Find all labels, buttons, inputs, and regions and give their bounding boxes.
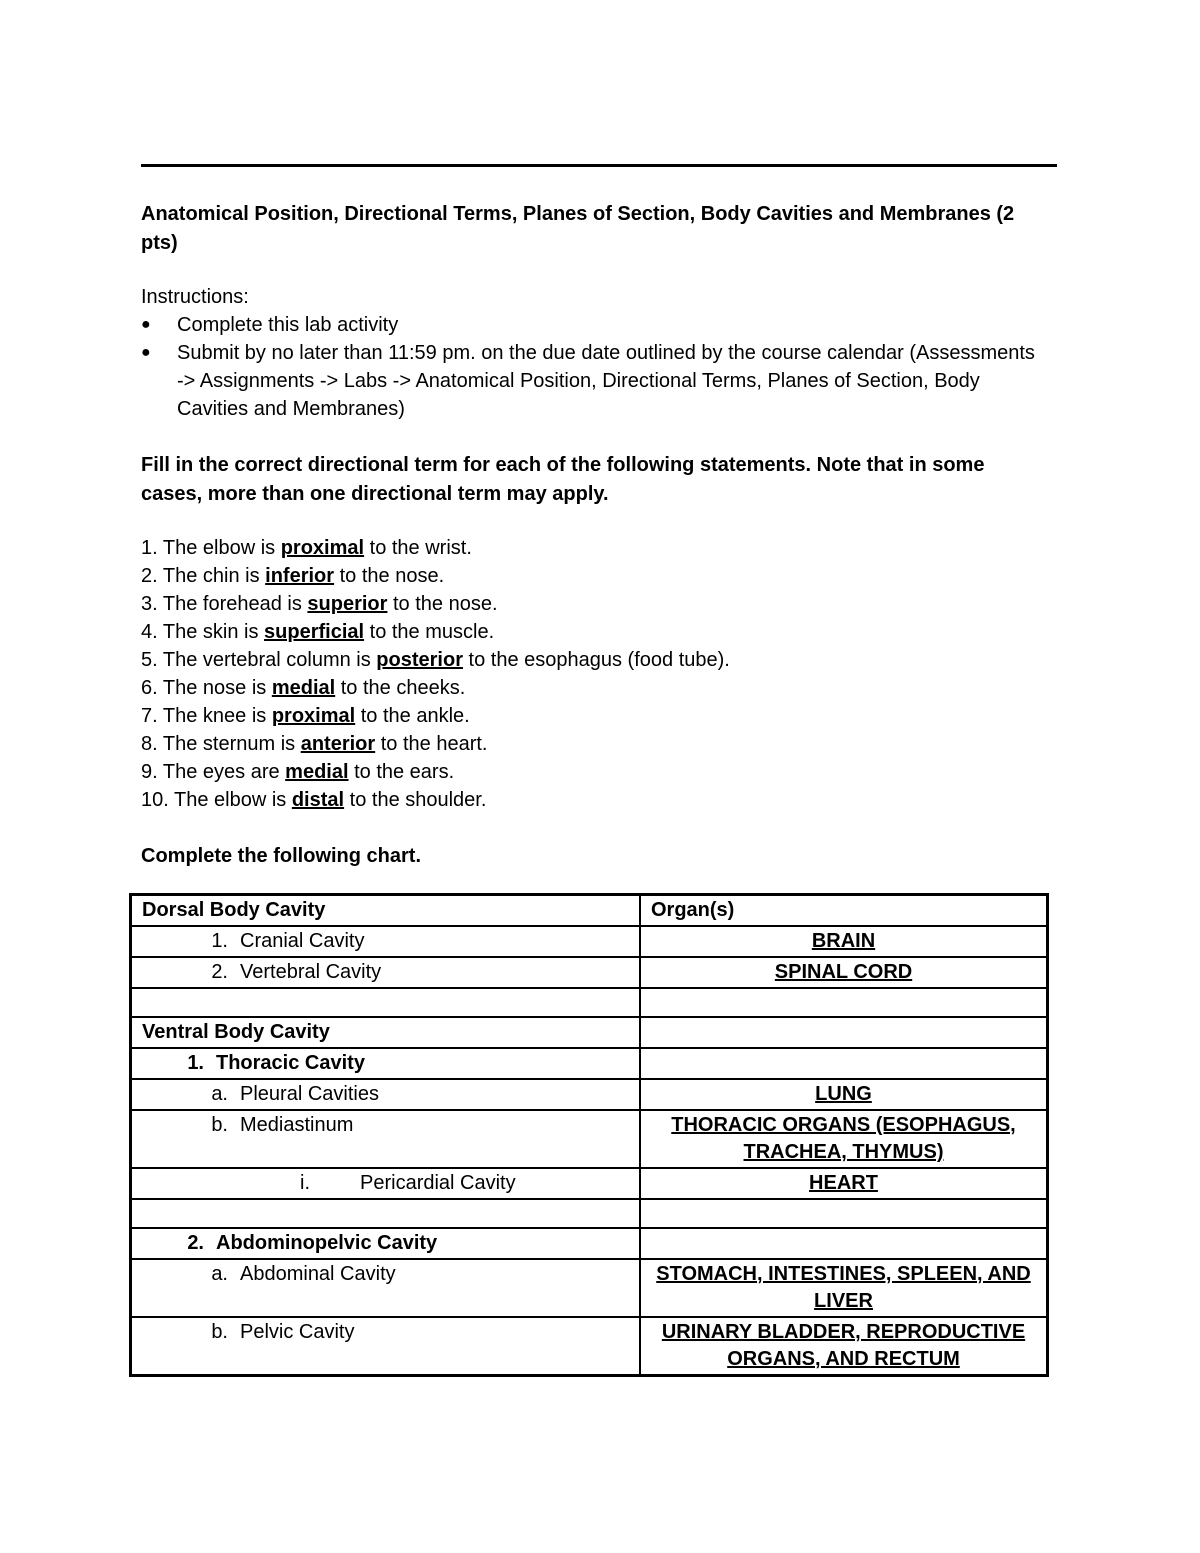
bullet-icon: ●: [141, 344, 151, 361]
cavity-cell: [131, 988, 641, 1017]
cavity-cell: [131, 1199, 641, 1228]
instruction-item: ● Submit by no later than 11:59 pm. on the due date outlined by the course calendar (Assessments -> Assignments -> Labs -> Anatomical Position, Directional Terms, Planes of Section, Body Cavities and Membranes): [141, 339, 1041, 423]
answer: medial: [285, 761, 349, 783]
organs-cell: [640, 988, 1048, 1017]
answer: posterior: [376, 649, 463, 671]
table-row: [131, 1168, 1048, 1199]
table-row: [131, 1228, 1048, 1259]
organs-cell: [640, 1228, 1048, 1259]
chart-label: Complete the following chart.: [141, 845, 422, 867]
statement-item: 2. The chin is inferior to the nose.: [141, 565, 445, 587]
organs-cell: URINARY BLADDER, REPRODUCTIVE ORGANS, AND RECTUM: [640, 1317, 1048, 1376]
cavity-cell: a. Pleural Cavities: [131, 1079, 641, 1110]
cavity-cell: 1. Cranial Cavity: [131, 926, 641, 957]
organs-cell: STOMACH, INTESTINES, SPLEEN, AND LIVER: [640, 1259, 1048, 1317]
cavity-cell: Ventral Body Cavity: [131, 1017, 641, 1048]
statement-item: 6. The nose is medial to the cheeks.: [141, 677, 466, 699]
answer: proximal: [271, 705, 356, 727]
table-row: [131, 1017, 1048, 1048]
instructions-label: Instructions:: [141, 286, 249, 308]
statement-item: 4. The skin is superficial to the muscle.: [141, 621, 495, 643]
cavity-cell: 1. Thoracic Cavity: [131, 1048, 641, 1079]
header-dorsal-body-cavity: Dorsal Body Cavity: [131, 895, 641, 927]
statements-list: [141, 534, 1041, 814]
organs-cell: SPINAL CORD: [640, 957, 1048, 988]
answer: medial: [271, 677, 336, 699]
table-row: [131, 988, 1048, 1017]
instruction-item: ● Complete this lab activity: [141, 311, 1041, 339]
table-row: [131, 1079, 1048, 1110]
cavity-chart: [129, 893, 1049, 1377]
header-organs: Organ(s): [640, 895, 1048, 927]
statement-item: 9. The eyes are medial to the ears.: [141, 761, 455, 783]
table-row: [131, 957, 1048, 988]
cavity-cell: b. Mediastinum: [131, 1110, 641, 1168]
organs-cell: THORACIC ORGANS (ESOPHAGUS, TRACHEA, THYMUS): [640, 1110, 1048, 1168]
table-row: [131, 1259, 1048, 1317]
table-row: [131, 926, 1048, 957]
answer: superficial: [264, 621, 365, 643]
organs-cell: [640, 1199, 1048, 1228]
answer: proximal: [280, 537, 365, 559]
table-row: [131, 1048, 1048, 1079]
cavity-cell: i. Pericardial Cavity: [131, 1168, 641, 1199]
table-row: [131, 1199, 1048, 1228]
statement-item: 7. The knee is proximal to the ankle.: [141, 705, 470, 727]
answer: distal: [291, 789, 345, 811]
statement-item: 10. The elbow is distal to the shoulder.: [141, 789, 487, 811]
organs-cell: [640, 1048, 1048, 1079]
organs-cell: HEART: [640, 1168, 1048, 1199]
fill-in-prompt: Fill in the correct directional term for each of the following statements. Note that in some cases, more than one directional term may apply.: [141, 454, 985, 505]
cavity-cell: a. Abdominal Cavity: [131, 1259, 641, 1317]
statement-item: 5. The vertebral column is posterior to the esophagus (food tube).: [141, 649, 730, 671]
cavity-cell: b. Pelvic Cavity: [131, 1317, 641, 1376]
top-rule: [141, 164, 1057, 167]
statement-item: 3. The forehead is superior to the nose.: [141, 593, 498, 615]
statement-item: 1. The elbow is proximal to the wrist.: [141, 537, 472, 559]
cavity-cell: 2. Vertebral Cavity: [131, 957, 641, 988]
organs-cell: BRAIN: [640, 926, 1048, 957]
organs-cell: [640, 1017, 1048, 1048]
table-header-row: [131, 895, 1048, 927]
bullet-icon: ●: [141, 316, 151, 333]
answer: anterior: [300, 733, 376, 755]
instructions-list: [141, 311, 1041, 423]
statement-item: 8. The sternum is anterior to the heart.: [141, 733, 488, 755]
answer: superior: [307, 593, 388, 615]
answer: inferior: [265, 565, 335, 587]
table-row: [131, 1110, 1048, 1168]
page-title: Anatomical Position, Directional Terms, Planes of Section, Body Cavities and Membranes (2 pts): [141, 203, 1015, 254]
organs-cell: LUNG: [640, 1079, 1048, 1110]
cavity-cell: 2. Abdominopelvic Cavity: [131, 1228, 641, 1259]
table-row: [131, 1317, 1048, 1376]
